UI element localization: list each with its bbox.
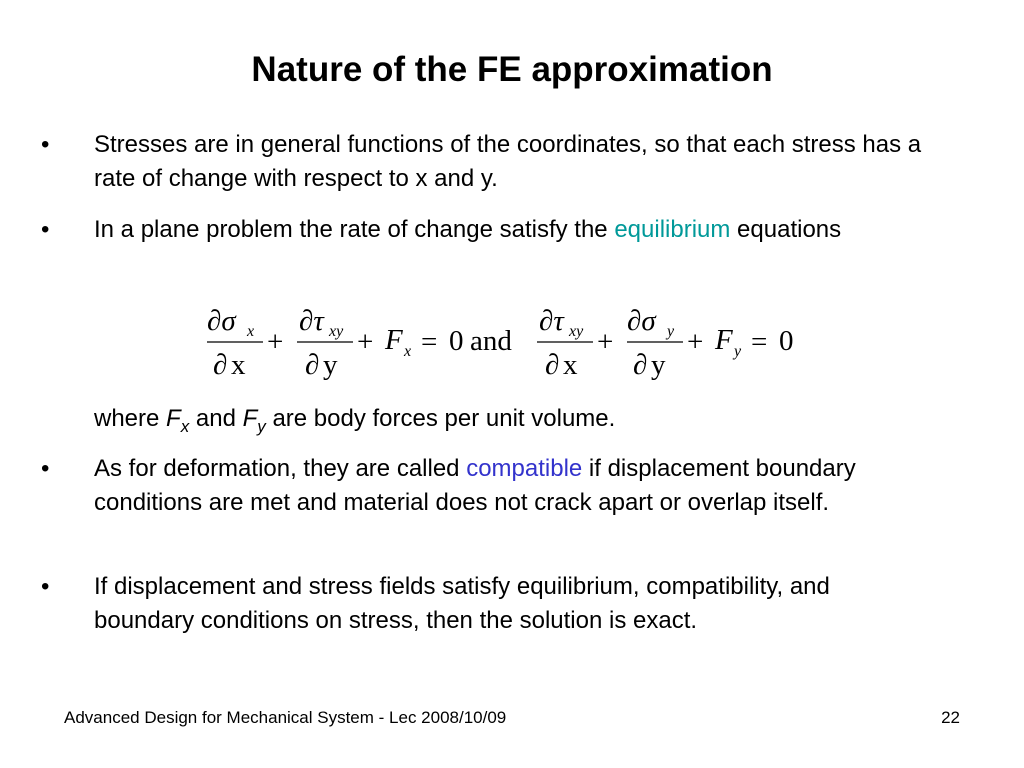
subscript-xy: xy [329,323,344,340]
partial-symbol: ∂ [207,305,222,337]
svg-text:∂σ [627,305,657,337]
subscript-xy: xy [569,323,584,340]
force-Fx-letter: F [166,405,181,432]
force-Fx-subscript: x [180,417,190,436]
svg-text:∂τ [539,305,565,337]
page-title: Nature of the FE approximation [251,50,773,89]
bullet-text-part: equations [730,216,842,243]
plus-sign: + [687,326,704,358]
bullet-marker: • [41,131,50,158]
slide-page-number: 22 [941,708,960,727]
partial-symbol: ∂ [305,349,320,381]
force-F: F [715,324,733,356]
tau-symbol: τ [553,305,564,337]
svg-text:∂τ [299,305,325,337]
subscript-x: x [247,323,255,340]
highlight-term-equilibrium: equilibrium [614,216,731,243]
denominator-x: x [563,349,578,381]
partial-symbol: ∂ [213,349,228,381]
bullet-text-part: if displacement boundary conditions are met and material does not crack apart or overlap itself. [94,455,856,516]
bullet-text: If displacement and stress fields satisfy equilibrium, compatibility, and boundary conditions on stress, then the solution is exact. [94,573,830,634]
equals-sign: = [421,326,438,358]
note-text-part: where [94,405,167,432]
partial-symbol: ∂ [545,349,560,381]
bullet-text-part: As for deformation, they are called [94,455,467,482]
note-text-part: and [189,405,243,432]
equilibrium-equations [195,292,815,384]
denominator-y: y [651,349,666,381]
force-Fy-letter: F [242,405,258,432]
subscript-y: y [667,323,675,340]
footer-course-label: Advanced Design for Mechanical System - Lec 2008/10/09 [64,708,507,727]
partial-symbol: ∂ [633,349,648,381]
partial-symbol: ∂ [539,305,554,337]
bullet-text [94,213,934,247]
zero: 0 [449,325,464,357]
bullet-marker: • [41,573,50,600]
force-F: F [385,324,403,356]
bullet-marker: • [41,455,50,482]
zero: 0 [779,325,794,357]
denominator-x: x [231,349,246,381]
svg-text:∂σ [207,305,237,337]
plus-sign: + [597,326,614,358]
bullet-text-part: In a plane problem the rate of change satisfy the [94,216,615,243]
bullet-text [94,452,934,520]
equals-sign: = [751,326,768,358]
sigma-symbol: σ [641,305,656,337]
plus-sign: + [267,326,284,358]
sigma-symbol: σ [221,305,236,337]
force-Fy-subscript: y [257,417,266,436]
partial-symbol: ∂ [299,305,314,337]
tau-symbol: τ [313,305,324,337]
partial-symbol: ∂ [627,305,642,337]
note-text-part: are body forces per unit volume. [265,405,616,432]
subscript-x: x [404,343,412,360]
highlight-term-compatible: compatible [466,455,583,482]
body-force-note [94,402,934,436]
and-word: and [470,325,512,357]
bullet-marker: • [41,216,50,243]
bullet-text: Stresses are in general functions of the coordinates, so that each stress has a rate of change with respect to x and y. [94,131,922,192]
subscript-y: y [734,343,742,360]
plus-sign: + [357,326,374,358]
denominator-y: y [323,349,338,381]
